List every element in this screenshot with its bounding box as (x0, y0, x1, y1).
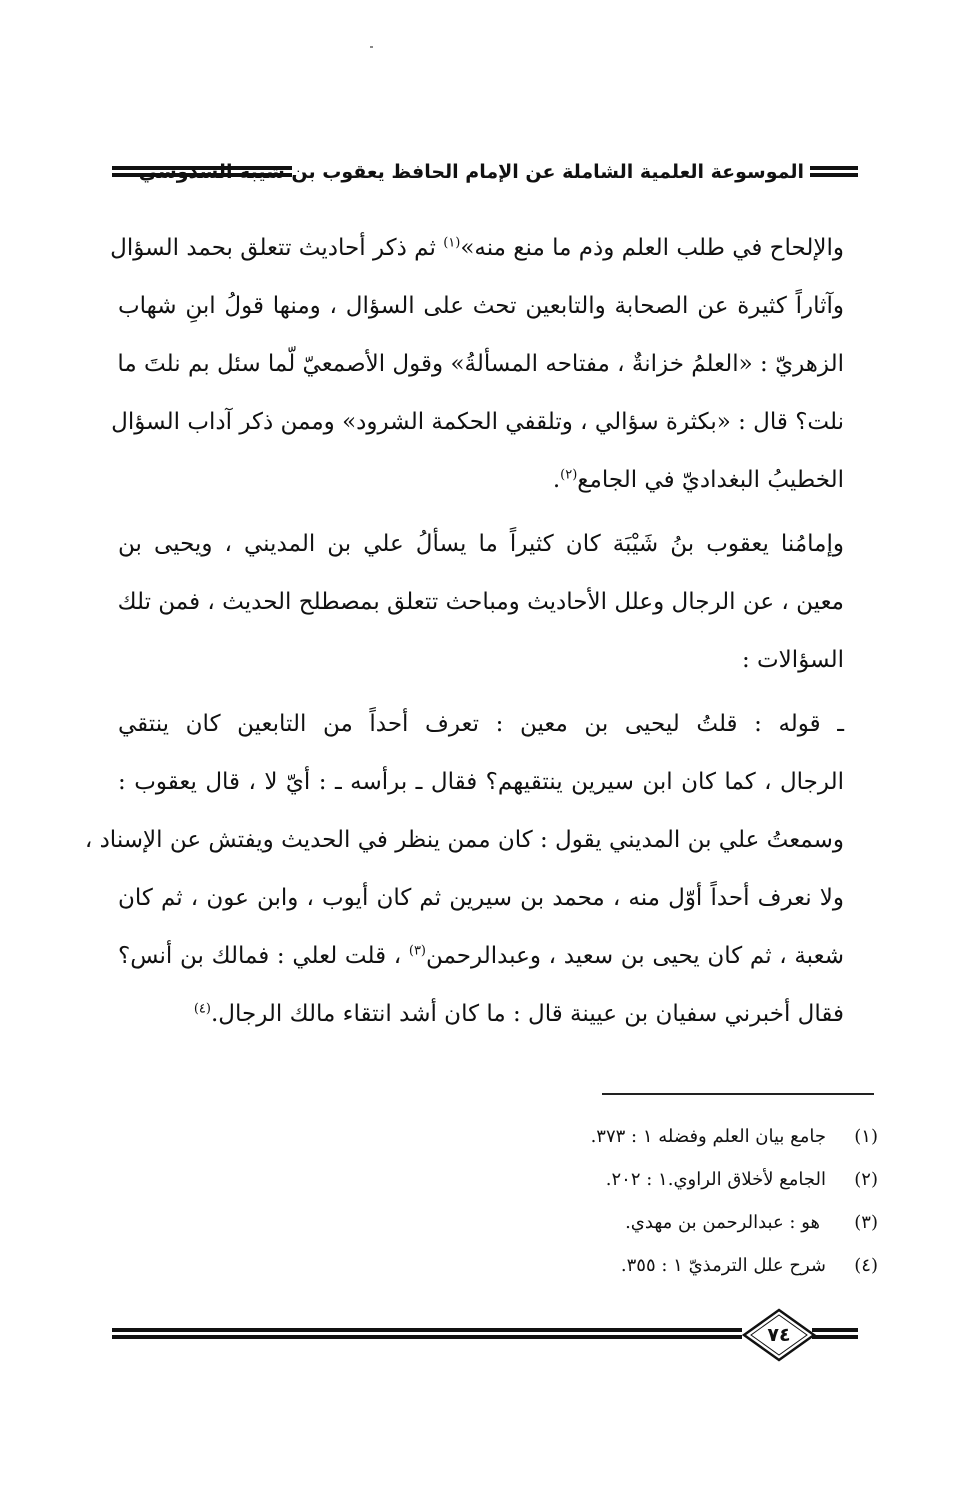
page-number: ٧٤ (767, 1324, 791, 1346)
header-rule-right (810, 166, 858, 178)
footnote-text: هو : عبدالرحمن بن مهدي. (625, 1212, 820, 1233)
footnote-ref: (٣) (408, 943, 426, 959)
footnotes (458, 1122, 878, 1294)
footnote-separator (602, 1093, 874, 1095)
text-line: فقال أخبرني سفيان بن عيينة قال : ما كان أشد انتقاء مالك الرجال.$^{(٤)}$ (193, 1001, 844, 1027)
footnote-ref: (١) (443, 235, 461, 251)
text-line: وسمعتُ علي بن المديني يقول : كان ممن ينظر في الحديث ويفتش عن الإسناد ، (84, 827, 844, 853)
footnote-ref: (٢) (560, 467, 578, 483)
main-text (84, 219, 845, 1043)
footer-rule-right (812, 1328, 858, 1340)
footnote-number: (٤) (854, 1255, 878, 1276)
text-line: ـ قوله : قلتُ ليحيى بن معين : تعرف أحداً من التابعين كان ينتقي (118, 711, 844, 737)
footnote (458, 1122, 878, 1165)
text-line: وآثاراً كثيرة عن الصحابة والتابعين تحث على السؤال ، ومنها قولُ ابنِ شهاب (118, 293, 844, 319)
text-line: شعبة ، ثم كان يحيى بن سعيد ، وعبدالرحمن$^{(٣)}$ ، قلت لعلي : فمالك بن أنس؟ (118, 943, 844, 969)
text-line: الزهريّ : «العلمُ خزانةٌ ، مفتاحه المسألةُ» وقول الأصمعيّ لّما سئل بم نلتَ ما (117, 351, 844, 377)
page-footer (112, 1308, 858, 1362)
paragraph (110, 219, 844, 509)
footnote-number: (٣) (854, 1212, 878, 1233)
text-line: نلت؟ قال : «بكثرة سؤالي ، وتلقفي الحكمة الشرود» وممن ذكر آداب السؤال (111, 409, 844, 435)
running-header (112, 156, 858, 190)
paragraph (84, 695, 845, 1043)
text-line: وإمامُنا يعقوب بنُ شَيْبَة كان كثيراً ما يسألُ علي بن المديني ، ويحيى بن (118, 531, 844, 557)
scan-speck (370, 46, 373, 48)
text-line: ولا نعرف أحداً أوّل منه ، محمد بن سيرين ثم كان أيوب ، وابن عون ، ثم كان (118, 885, 845, 911)
footnote-number: (١) (854, 1126, 878, 1147)
footnote (458, 1165, 878, 1208)
footnote-text: الجامع لأخلاق الراوي.١ : ٢٠٢. (605, 1169, 826, 1190)
header-title: الموسوعة العلمية الشاملة عن الإمام الحافظ يعقوب بن شيبة السدوسي (138, 161, 804, 183)
text-line: الخطيبُ البغداديّ في الجامع$^{(٢)}$. (552, 467, 844, 493)
footnote (458, 1208, 878, 1251)
footnote-ref: (٤) (193, 1001, 211, 1017)
page-number-badge (742, 1308, 816, 1362)
footer-rule-left (112, 1328, 742, 1340)
footnote-text: شرح علل الترمذيّ ١ : ٣٥٥. (620, 1255, 826, 1276)
footnote (458, 1251, 878, 1294)
paragraph (118, 515, 844, 689)
footnote-number: (٢) (854, 1169, 878, 1190)
footnote-text: جامع بيان العلم وفضله ١ : ٣٧٣. (590, 1126, 826, 1147)
text-line: معين ، عن الرجال وعلل الأحاديث ومباحث تتعلق بمصطلح الحديث ، فمن تلك (117, 589, 844, 615)
text-line: السؤالات : (741, 647, 844, 673)
text-line: الرجال ، كما كان ابن سيرين ينتقيهم؟ فقال ـ برأسه ـ : أيّ لا ، قال يعقوب : (118, 769, 844, 795)
text-line: والإلحاح في طلب العلم وذم ما منع منه»$^{(١)}$ ثم ذكر أحاديث تتعلق بحمد السؤال (110, 235, 844, 261)
